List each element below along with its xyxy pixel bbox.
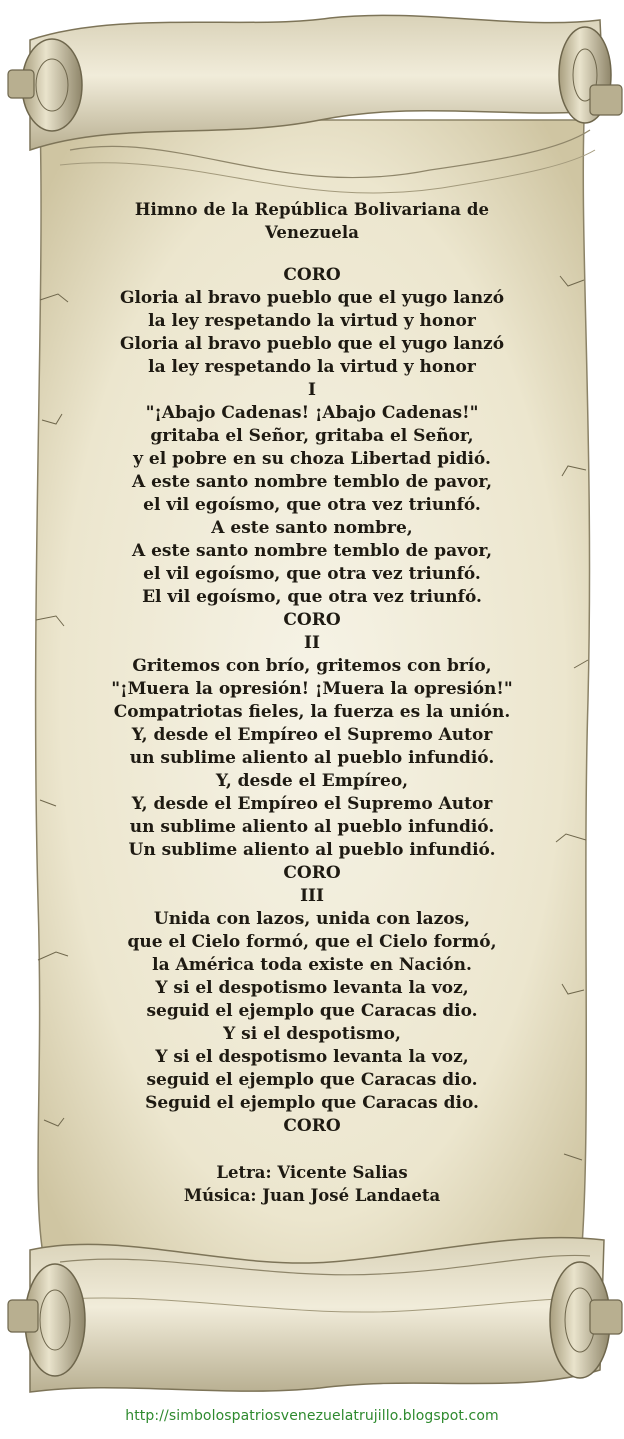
anthem-text-block (60, 198, 564, 1207)
lyrics-credit: Letra: Vicente Salias (216, 1163, 408, 1182)
lyric-line: un sublime aliento al pueblo infundió. (129, 748, 495, 768)
lyric-line: I (308, 380, 316, 400)
lyric-line: Y si el despotismo levanta la voz, (155, 1047, 469, 1067)
lyric-line: gritaba el Señor, gritaba el Señor, (150, 426, 474, 446)
anthem-title-line-1: Himno de la República Bolivariana de (134, 200, 490, 219)
lyric-line: seguid el ejemplo que Caracas dio. (146, 1070, 478, 1090)
lyric-line: Y, desde el Empíreo el Supremo Autor (131, 725, 493, 745)
lyric-line: Y si el despotismo levanta la voz, (155, 978, 469, 998)
lyric-line: el vil egoísmo, que otra vez triunfó. (143, 564, 481, 584)
lyric-line: seguid el ejemplo que Caracas dio. (146, 1001, 478, 1021)
lyric-line: que el Cielo formó, que el Cielo formó, (127, 932, 497, 952)
lyric-line: CORO (283, 863, 341, 883)
lyric-line: el vil egoísmo, que otra vez triunfó. (143, 495, 481, 515)
music-credit: Música: Juan José Landaeta (183, 1186, 441, 1205)
lyric-line: A este santo nombre temblo de pavor, (131, 541, 493, 561)
lyric-line: Y, desde el Empíreo, (215, 771, 409, 791)
lyric-line: CORO (283, 265, 341, 285)
lyric-line: Gloria al bravo pueblo que el yugo lanzó (119, 288, 505, 308)
lyric-line: Gloria al bravo pueblo que el yugo lanzó (119, 334, 505, 354)
blog-url: http://simbolospatriosvenezuelatrujillo.blogspot.com (125, 1408, 499, 1424)
lyric-line: Y si el despotismo, (223, 1024, 401, 1044)
lyric-line: CORO (283, 1116, 341, 1136)
credits-spacer (60, 1138, 564, 1161)
lyric-line: "¡Muera la opresión! ¡Muera la opresión!" (111, 679, 513, 699)
lyric-line: Y, desde el Empíreo el Supremo Autor (131, 794, 493, 814)
lyric-line: la ley respetando la virtud y honor (148, 357, 476, 377)
lyric-line: II (304, 633, 320, 653)
lyric-line: A este santo nombre, (211, 518, 413, 538)
lyric-line: Seguid el ejemplo que Caracas dio. (145, 1093, 479, 1113)
title-spacer (60, 244, 564, 264)
lyrics-lines (60, 264, 564, 1138)
lyric-line: y el pobre en su choza Libertad pidió. (133, 449, 491, 469)
lyric-line: Gritemos con brío, gritemos con brío, (132, 656, 492, 676)
lyric-line: A este santo nombre temblo de pavor, (131, 472, 493, 492)
lyric-line: la ley respetando la virtud y honor (148, 311, 476, 331)
lyric-line: un sublime aliento al pueblo infundió. (129, 817, 495, 837)
lyric-line: CORO (283, 610, 341, 630)
lyric-line: Compatriotas fieles, la fuerza es la unión. (113, 702, 511, 722)
lyric-line: El vil egoísmo, que otra vez triunfó. (142, 587, 482, 607)
lyric-line: la América toda existe en Nación. (152, 955, 472, 975)
lyric-line: Un sublime aliento al pueblo infundió. (128, 840, 496, 860)
lyric-line: "¡Abajo Cadenas! ¡Abajo Cadenas!" (145, 403, 479, 423)
lyric-line: Unida con lazos, unida con lazos, (153, 909, 471, 929)
anthem-title-line-2: Venezuela (264, 223, 359, 242)
lyric-line: III (300, 886, 324, 906)
